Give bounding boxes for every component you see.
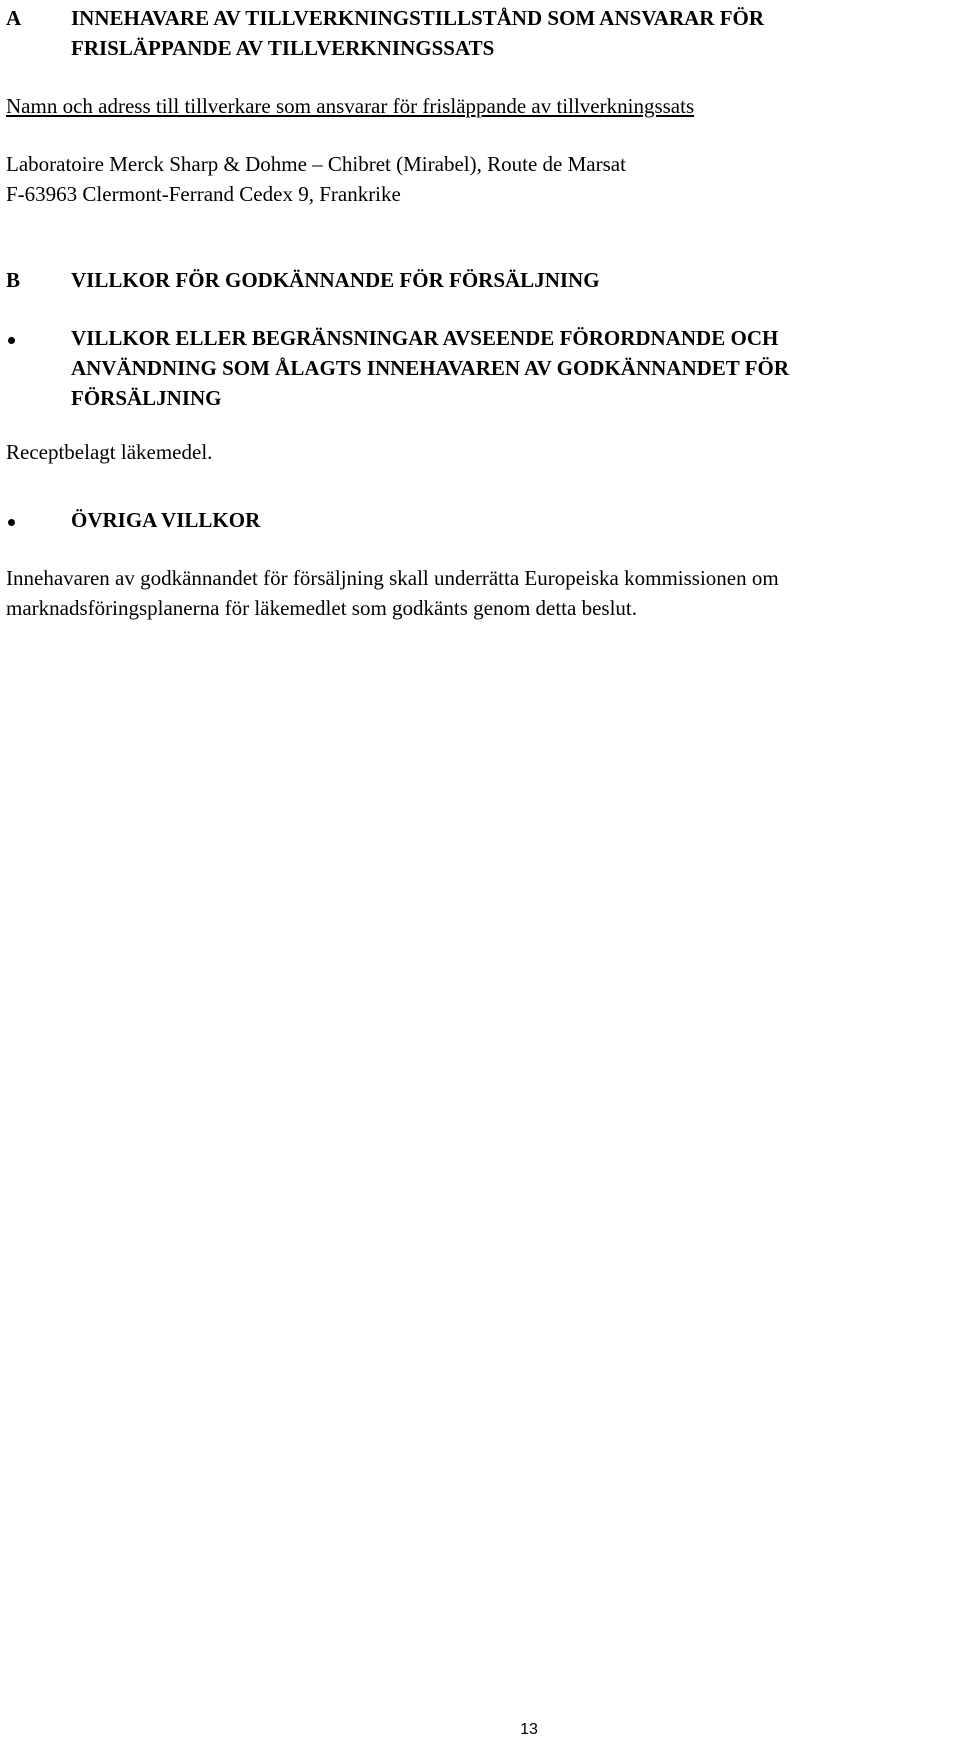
bullet-1-icon (8, 323, 15, 353)
bullet-2-icon (8, 505, 15, 535)
bullet-2-body-line2: marknadsföringsplanerna för läkemedlet som godkänts genom detta beslut. (6, 596, 637, 620)
section-b-title: VILLKOR FÖR GODKÄNNANDE FÖR FÖRSÄLJNING (71, 268, 600, 292)
bullet-2-title: ÖVRIGA VILLKOR (71, 508, 261, 532)
bullet-1-heading (6, 323, 954, 413)
bullet-1-title-line3: FÖRSÄLJNING (71, 386, 222, 410)
manufacturer-subheading (6, 91, 954, 121)
bullet-2-body-line1: Innehavaren av godkännandet för försäljning skall underrätta Europeiska kommissionen om (6, 566, 779, 590)
section-b-letter: B (6, 268, 21, 292)
bullet-1-title (71, 323, 954, 413)
page-number: 13 (520, 1721, 538, 1738)
bullet-1-body (6, 437, 954, 467)
address-line2: F-63963 Clermont-Ferrand Cedex 9, Frankrike (6, 182, 401, 206)
manufacturer-subheading-text: Namn och adress till tillverkare som ansvarar för frisläppande av tillverkningssats (6, 94, 695, 118)
bullet-1-title-line1: VILLKOR ELLER BEGRÄNSNINGAR AVSEENDE FÖRORDNANDE OCH (71, 326, 779, 350)
section-a-heading (6, 3, 954, 63)
section-b-heading (6, 265, 954, 295)
section-a-title-line1: INNEHAVARE AV TILLVERKNINGSTILLSTÅND SOM ANSVARAR FÖR (71, 6, 765, 30)
section-a-title-line2: FRISLÄPPANDE AV TILLVERKNINGSSATS (71, 36, 495, 60)
bullet-2-body (6, 563, 954, 623)
bullet-1-body-text: Receptbelagt läkemedel. (6, 440, 213, 464)
section-a-title (71, 3, 954, 63)
section-a-letter: A (6, 6, 22, 30)
bullet-2-heading (6, 505, 954, 535)
bullet-1-title-line2: ANVÄNDNING SOM ÅLAGTS INNEHAVAREN AV GODKÄNNANDET FÖR (71, 356, 789, 380)
address-line1: Laboratoire Merck Sharp & Dohme – Chibret (Mirabel), Route de Marsat (6, 152, 626, 176)
manufacturer-address (6, 149, 954, 209)
